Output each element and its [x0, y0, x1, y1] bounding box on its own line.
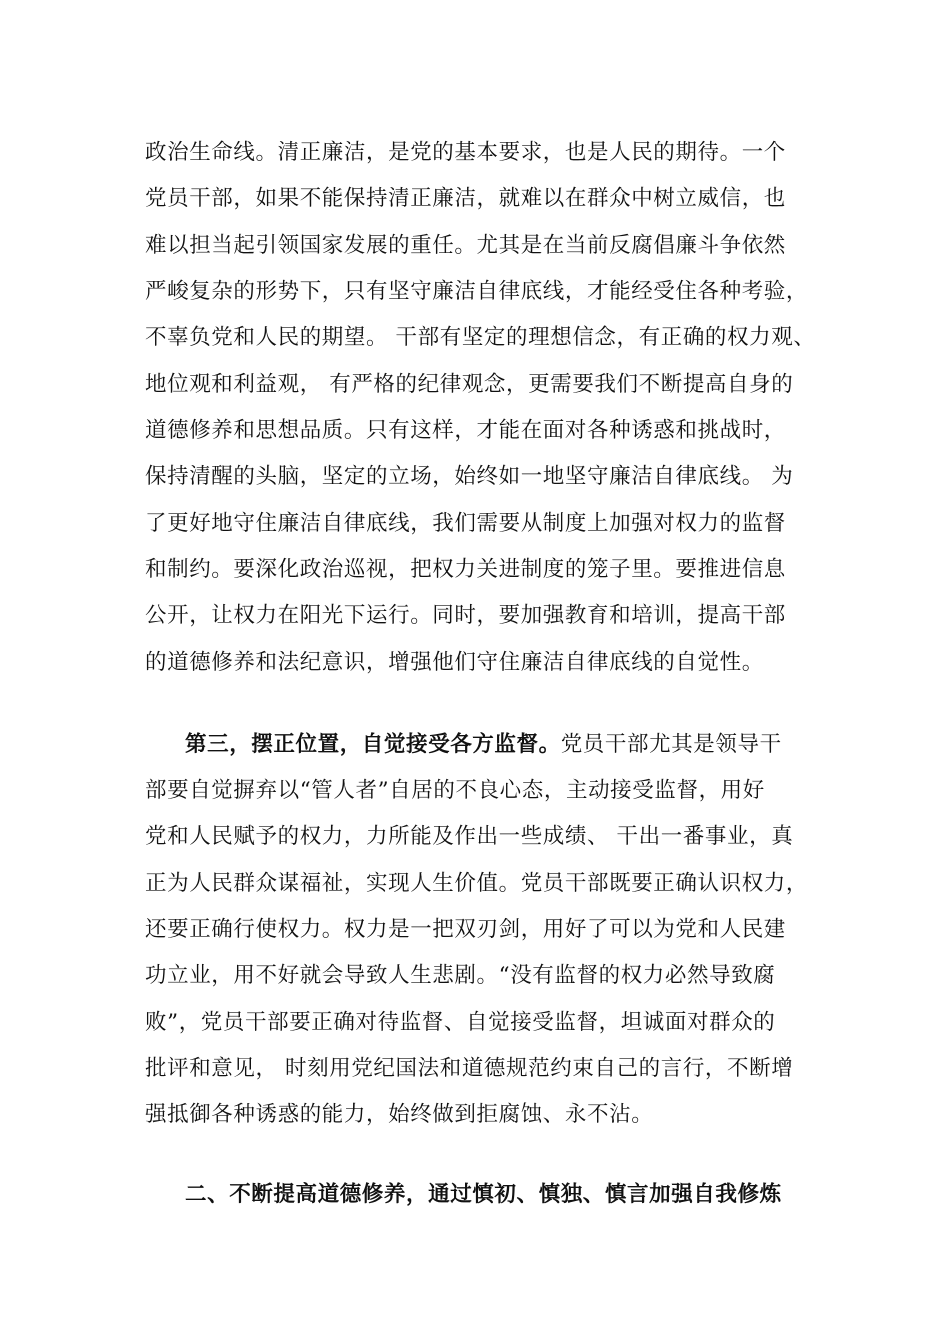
paragraph-line: 正为人民群众谋福祉，实现人生价值。党员干部既要正确认识权力，	[145, 871, 809, 896]
paragraph-line: 和制约。要深化政治巡视，把权力关进制度的笼子里。要推进信息	[145, 557, 786, 582]
paragraph-heading: 第三，摆正位置，自觉接受各方监督。	[185, 732, 561, 757]
section-heading: 二、不断提高道德修养，通过慎初、慎独、慎言加强自我修炼	[185, 1182, 782, 1207]
paragraph-line: 政治生命线。清正廉洁，是党的基本要求，也是人民的期待。一个	[145, 140, 786, 165]
paragraph-line: 还要正确行使权力。权力是一把双刃剑，用好了可以为党和人民建	[145, 917, 786, 942]
paragraph-line: 难以担当起引领国家发展的重任。尤其是在当前反腐倡廉斗争依然	[145, 233, 786, 258]
paragraph-line: 保持清醒的头脑，坚定的立场，始终如一地坚守廉洁自律底线。 为	[145, 464, 794, 489]
paragraph-line: 地位观和利益观， 有严格的纪律观念，更需要我们不断提高自身的	[145, 372, 794, 397]
paragraph-line: 道德修养和思想品质。只有这样，才能在面对各种诱惑和挑战时，	[145, 418, 786, 443]
paragraph-line: 不辜负党和人民的期望。 干部有坚定的理想信念，有正确的权力观、	[145, 325, 816, 350]
paragraph-line: 公开，让权力在阳光下运行。同时，要加强教育和培训，提高干部	[145, 603, 786, 628]
paragraph-line: 部要自觉摒弃以“管人者”自居的不良心态，主动接受监督，用好	[145, 778, 765, 803]
paragraph-line: 党员干部，如果不能保持清正廉洁，就难以在群众中树立威信，也	[145, 186, 786, 211]
paragraph-line: 了更好地守住廉洁自律底线，我们需要从制度上加强对权力的监督	[145, 511, 786, 536]
paragraph-first-line	[185, 730, 782, 760]
paragraph-line: 严峻复杂的形势下，只有坚守廉洁自律底线，才能经受住各种考验，	[145, 279, 809, 304]
paragraph-line: 功立业，用不好就会导致人生悲剧。“没有监督的权力必然导致腐	[145, 963, 776, 988]
paragraph-text: 党员干部尤其是领导干	[560, 732, 782, 757]
paragraph-line: 批评和意见， 时刻用党纪国法和道德规范约束自己的言行，不断增	[145, 1056, 794, 1081]
paragraph-line: 败”，党员干部要正确对待监督、自觉接受监督，坦诚面对群众的	[145, 1010, 776, 1035]
paragraph-line: 强抵御各种诱惑的能力，始终做到拒腐蚀、永不沾。	[145, 1102, 654, 1127]
paragraph-line: 的道德修养和法纪意识，增强他们守住廉洁自律底线的自觉性。	[145, 650, 764, 675]
paragraph-line: 党和人民赋予的权力，力所能及作出一些成绩、 干出一番事业，真	[145, 824, 794, 849]
